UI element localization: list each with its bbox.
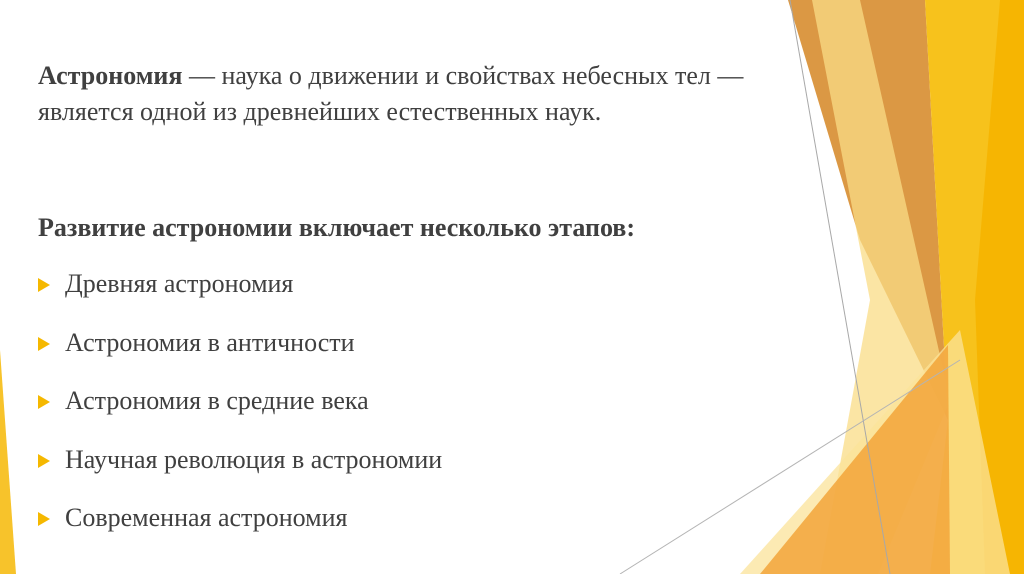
list-item-label: Современная астрономия (65, 503, 348, 532)
list-item (38, 500, 442, 559)
list-item-label: Древняя астрономия (65, 269, 294, 298)
list-item (38, 383, 442, 442)
triangle-bullet-icon (38, 454, 50, 468)
list-item (38, 442, 442, 501)
stages-list (38, 266, 442, 559)
list-item-label: Научная революция в астрономии (65, 444, 443, 474)
triangle-bullet-icon (38, 278, 50, 292)
list-item (38, 266, 442, 325)
orange-wedge-shape (760, 345, 950, 574)
list-item (38, 325, 442, 384)
triangle-bullet-icon (38, 512, 50, 526)
list-item-label: Астрономия в средние века (65, 386, 369, 415)
intro-term: Астрономия (38, 61, 183, 90)
list-item-label: Астрономия в античности (65, 327, 355, 357)
triangle-bullet-icon (38, 395, 50, 409)
intro-text: — наука о движении и свойствах небесных тел — является одной из древнейших естественных наук. (38, 61, 744, 126)
left-edge-shape (0, 350, 16, 574)
triangle-bullet-icon (38, 337, 50, 351)
intro-paragraph (38, 58, 778, 130)
stages-heading: Развитие астрономии включает несколько этапов: (38, 213, 636, 242)
